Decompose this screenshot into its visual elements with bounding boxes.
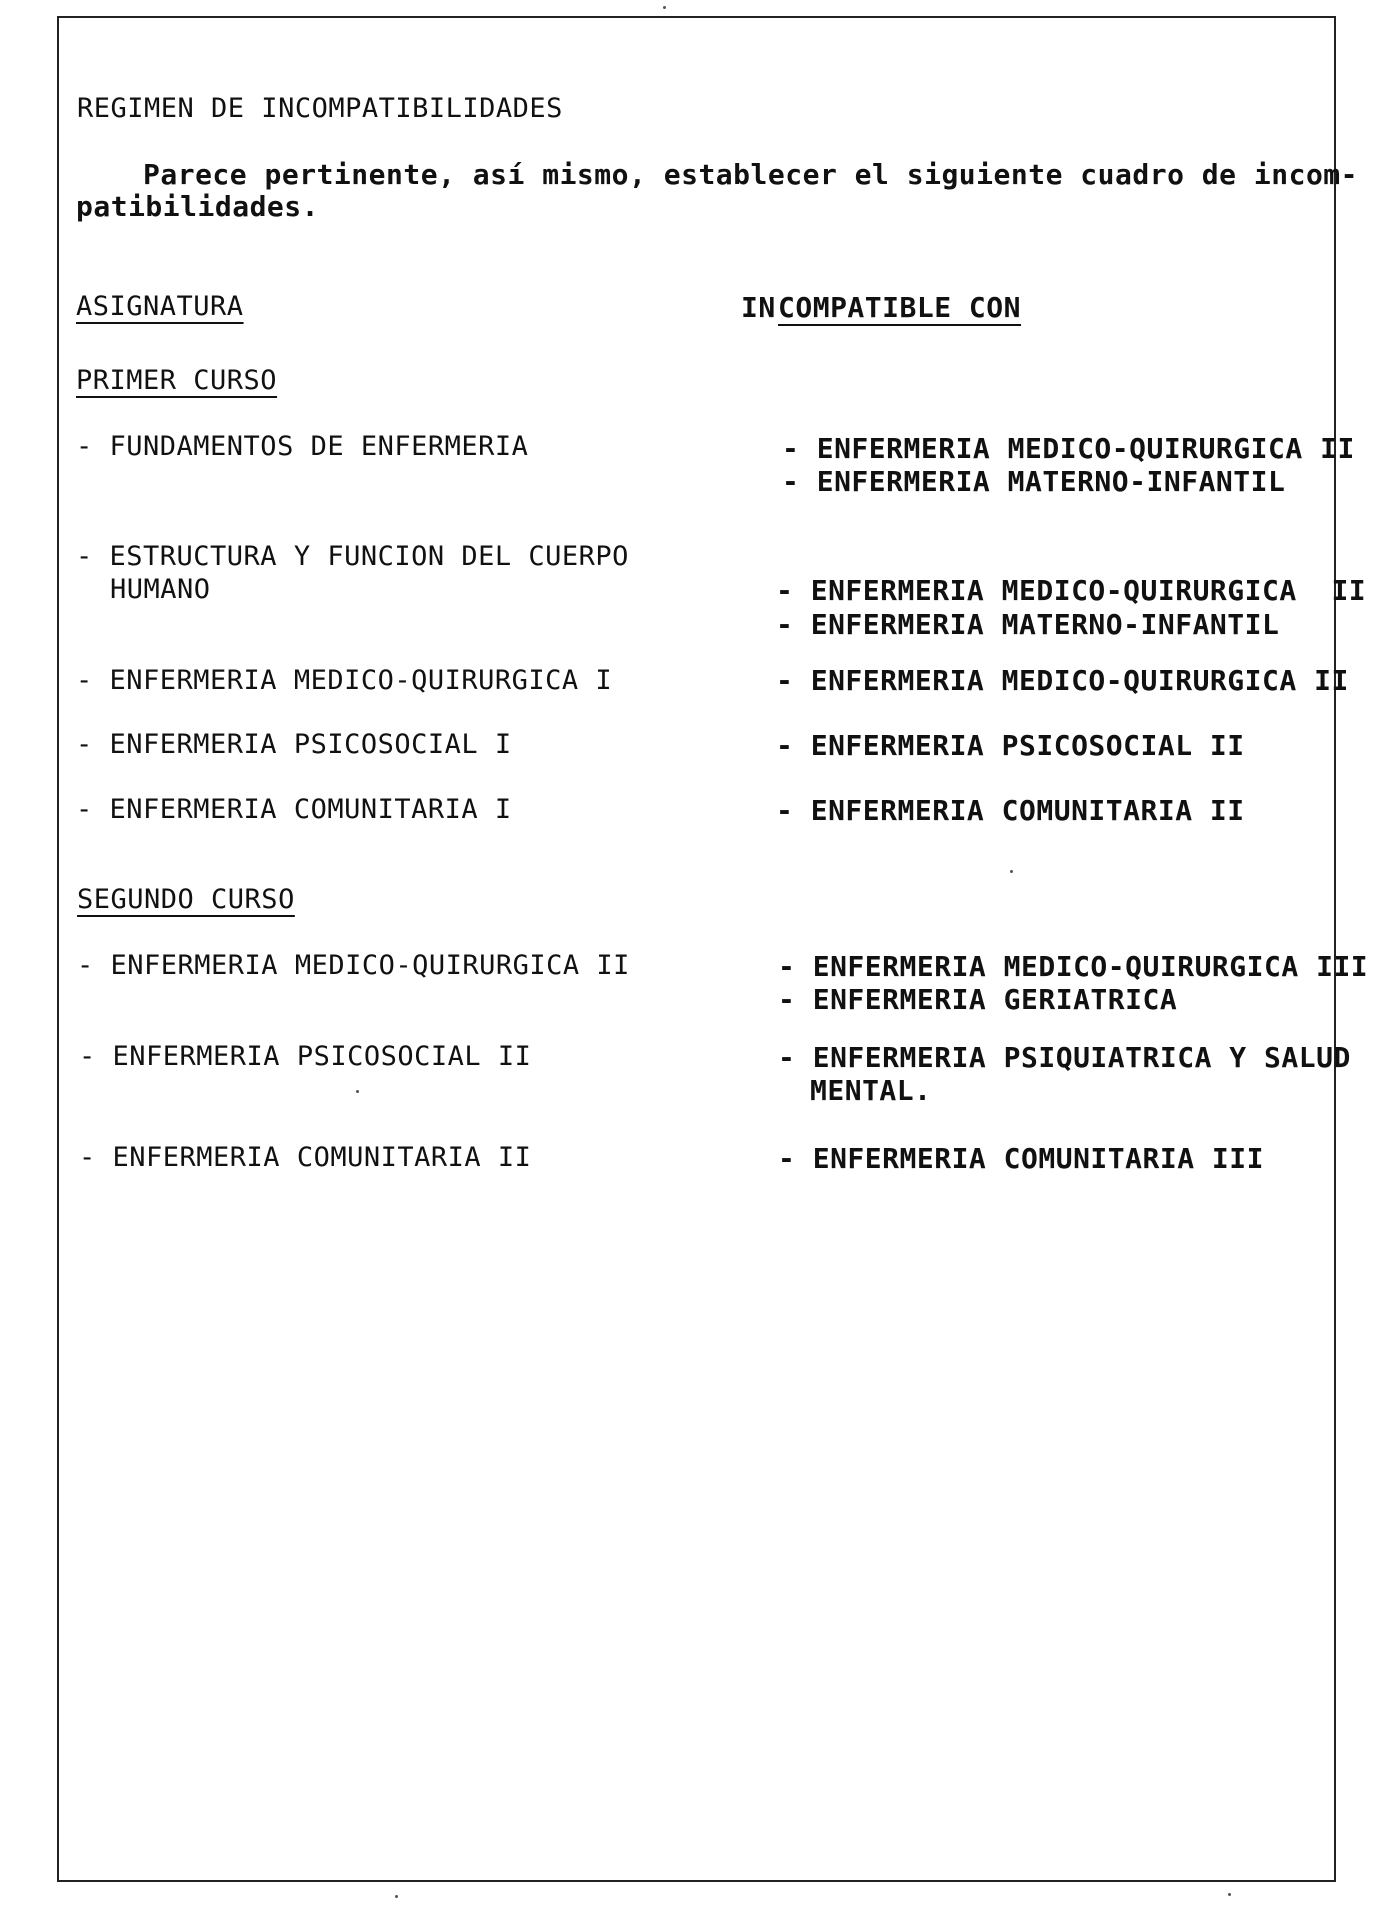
intro-line-1: Parece pertinente, así mismo, establecer el siguiente cuadro de incom-: [143, 158, 1359, 191]
subject-comunitaria-1: - ENFERMERIA COMUNITARIA I: [76, 794, 512, 825]
incompatible-item: - ENFERMERIA MEDICO-QUIRURGICA II: [782, 432, 1355, 465]
subject-estructura-cont: HUMANO: [110, 574, 211, 605]
incompatible-item: - ENFERMERIA COMUNITARIA II: [776, 794, 1245, 827]
scan-speck: [395, 1895, 398, 1898]
subject-comunitaria-2: - ENFERMERIA COMUNITARIA II: [79, 1142, 532, 1173]
incompatible-item: - ENFERMERIA PSIQUIATRICA Y SALUD: [778, 1041, 1351, 1074]
incompatible-item: - ENFERMERIA PSICOSOCIAL II: [776, 729, 1245, 762]
header-incompatible-rest: COMPATIBLE CON: [778, 291, 1022, 324]
incompatible-item: - ENFERMERIA MATERNO-INFANTIL: [776, 608, 1280, 641]
subject-fundamentos: - FUNDAMENTOS DE ENFERMERIA: [76, 431, 529, 462]
course-heading-primer: PRIMER CURSO: [76, 365, 278, 396]
subject-psicosocial-1: - ENFERMERIA PSICOSOCIAL I: [76, 729, 512, 760]
intro-line-2: patibilidades.: [76, 190, 320, 223]
header-asignatura: ASIGNATURA: [76, 291, 244, 322]
subject-medico-quirurgica-2: - ENFERMERIA MEDICO-QUIRURGICA II: [77, 950, 630, 981]
incompatible-item: - ENFERMERIA MEDICO-QUIRURGICA II: [776, 664, 1349, 697]
incompatible-item: - ENFERMERIA COMUNITARIA III: [778, 1142, 1265, 1175]
scan-speck: [1010, 870, 1013, 873]
scan-speck: [356, 1090, 359, 1093]
incompatible-item: MENTAL.: [810, 1074, 932, 1107]
incompatible-item: - ENFERMERIA MEDICO-QUIRURGICA II: [776, 574, 1367, 607]
incompatible-item: - ENFERMERIA GERIATRICA: [778, 983, 1178, 1016]
scan-speck: [663, 6, 666, 9]
incompatible-item: - ENFERMERIA MEDICO-QUIRURGICA III: [778, 950, 1369, 983]
incompatible-item: - ENFERMERIA MATERNO-INFANTIL: [782, 465, 1286, 498]
header-incompatible-prefix: IN: [741, 291, 776, 324]
subject-medico-quirurgica-1: - ENFERMERIA MEDICO-QUIRURGICA I: [76, 665, 613, 696]
section-title: REGIMEN DE INCOMPATIBILIDADES: [77, 93, 563, 124]
subject-psicosocial-2: - ENFERMERIA PSICOSOCIAL II: [79, 1041, 532, 1072]
course-heading-segundo: SEGUNDO CURSO: [77, 884, 295, 915]
scan-speck: [1228, 1893, 1231, 1896]
subject-estructura: - ESTRUCTURA Y FUNCION DEL CUERPO: [76, 541, 629, 572]
